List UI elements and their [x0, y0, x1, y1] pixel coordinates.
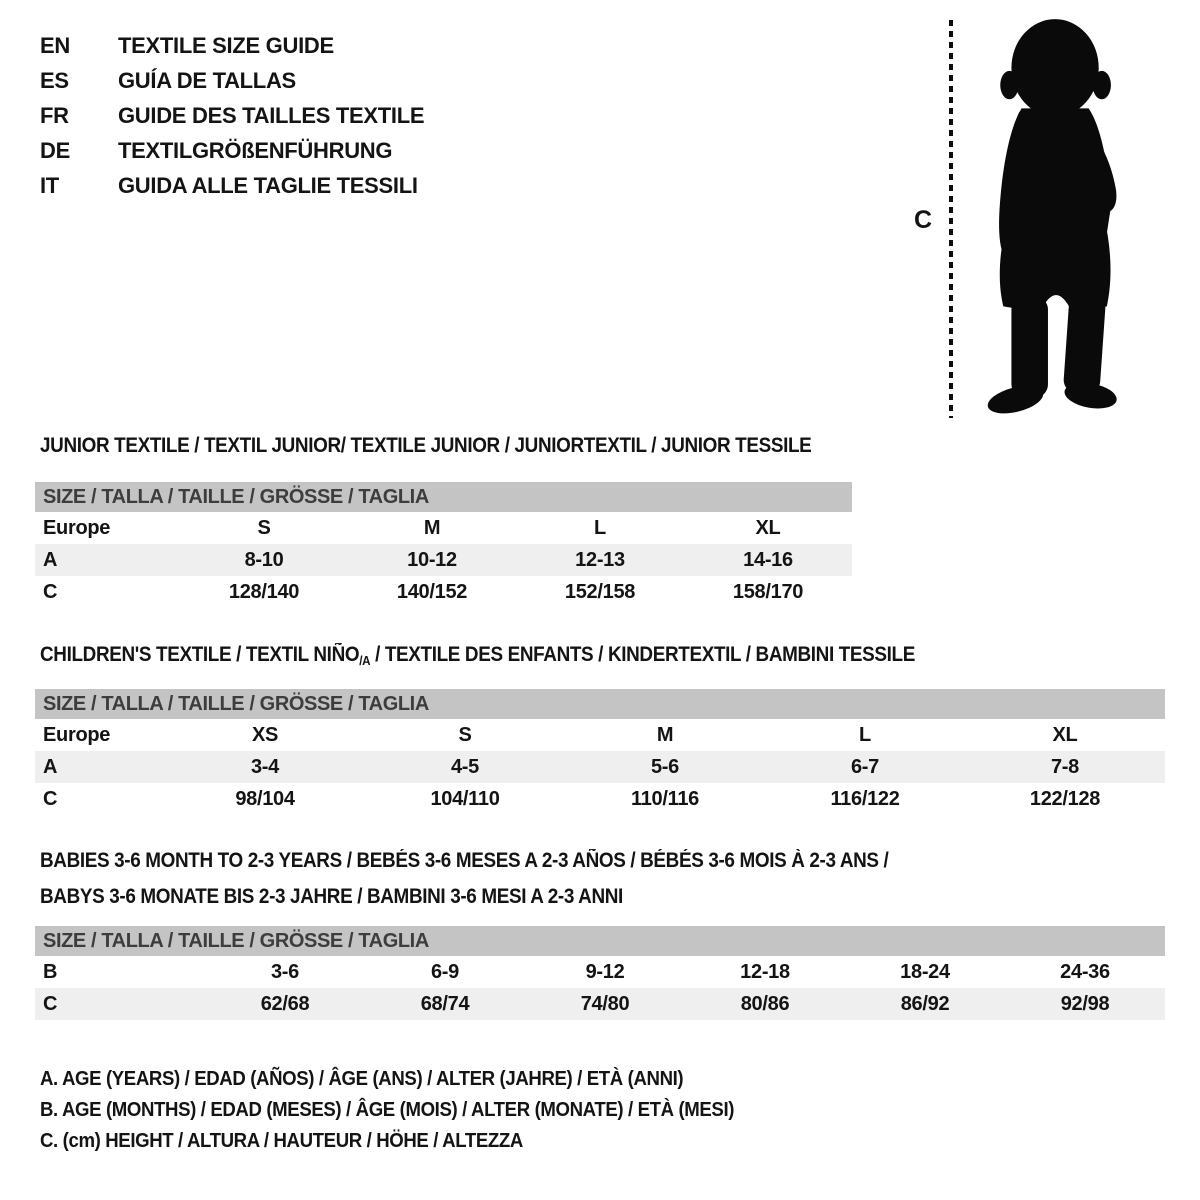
table-cell: 8-10: [244, 548, 284, 571]
table-cell: XL: [755, 516, 781, 539]
table-cell: 3-6: [270, 960, 299, 983]
table-cell: 10-12: [407, 548, 457, 571]
language-code: DE: [40, 137, 70, 163]
footnote-legend: [40, 1064, 786, 1157]
language-title-list: [40, 28, 424, 203]
table-cell: 110/116: [631, 787, 699, 810]
language-title: TEXTILGRÖßENFÜHRUNG: [118, 137, 393, 163]
table-cell: 14-16: [743, 548, 793, 571]
children-size-table: [35, 689, 1165, 815]
table-cell: 98/104: [235, 787, 295, 810]
table-cell: 6-9: [430, 960, 459, 983]
table-cell: 86/92: [900, 992, 950, 1015]
size-header-bar: SIZE / TALLA / TAILLE / GRÖSSE / TAGLIA: [35, 689, 1165, 719]
height-measure-dashed-line: [949, 20, 953, 418]
row-label: C: [43, 580, 58, 603]
row-label: Europe: [43, 723, 111, 746]
children-section-title: [40, 643, 915, 668]
height-measure-label: C: [914, 206, 933, 234]
table-cell: S: [458, 723, 472, 746]
table-row: [35, 512, 852, 544]
table-cell: 5-6: [650, 755, 679, 778]
language-row: [40, 28, 424, 63]
language-code: EN: [40, 32, 70, 58]
language-title: TEXTILE SIZE GUIDE: [118, 32, 334, 58]
size-header-bar: SIZE / TALLA / TAILLE / GRÖSSE / TAGLIA: [35, 482, 852, 512]
table-cell: 116/122: [830, 787, 900, 810]
language-row: [40, 133, 424, 168]
table-cell: 24-36: [1060, 960, 1110, 983]
language-code: ES: [40, 67, 69, 93]
table-cell: S: [257, 516, 271, 539]
table-row: [35, 988, 1165, 1020]
table-cell: L: [859, 723, 871, 746]
babies-title-line1: BABIES 3-6 MONTH TO 2-3 YEARS / BEBÉS 3-6 MESES A 2-3 AÑOS / BÉBÉS 3-6 MOIS À 2-3 ANS /: [40, 849, 889, 872]
row-label: Europe: [43, 516, 111, 539]
table-cell: 68/74: [420, 992, 470, 1015]
table-cell: 12-18: [740, 960, 790, 983]
table-cell: 140/152: [396, 580, 468, 603]
table-cell: L: [594, 516, 606, 539]
baby-silhouette: [958, 12, 1142, 418]
babies-size-table: [35, 926, 1165, 1020]
language-row: [40, 63, 424, 98]
row-label: C: [43, 992, 58, 1015]
table-cell: M: [423, 516, 441, 539]
table-cell: 74/80: [580, 992, 630, 1015]
table-cell: 12-13: [575, 548, 625, 571]
table-cell: 80/86: [740, 992, 790, 1015]
table-row: [35, 783, 1165, 815]
table-cell: M: [656, 723, 674, 746]
table-cell: XS: [251, 723, 279, 746]
babies-section-title: [40, 843, 888, 915]
table-row: [35, 544, 852, 576]
table-cell: 3-4: [250, 755, 279, 778]
table-row: [35, 719, 1165, 751]
table-cell: 7-8: [1050, 755, 1079, 778]
row-label: B: [43, 960, 58, 983]
table-cell: 104/110: [430, 787, 500, 810]
table-cell: 122/128: [1029, 787, 1101, 810]
table-cell: 152/158: [564, 580, 636, 603]
table-cell: 6-7: [850, 755, 879, 778]
junior-section-title: JUNIOR TEXTILE / TEXTIL JUNIOR/ TEXTILE JUNIOR / JUNIORTEXTIL / JUNIOR TESSILE: [40, 434, 812, 457]
table-row: [35, 956, 1165, 988]
footnote-line-c: C. (cm) HEIGHT / ALTURA / HAUTEUR / HÖHE / ALTEZZA: [40, 1130, 523, 1152]
table-cell: 62/68: [260, 992, 310, 1015]
row-label: A: [43, 548, 58, 571]
children-title-prefix: CHILDREN'S TEXTILE / TEXTIL NIÑO: [40, 643, 360, 666]
language-title: GUÍA DE TALLAS: [118, 67, 296, 93]
table-cell: 18-24: [900, 960, 950, 983]
row-label: C: [43, 787, 58, 810]
table-cell: 9-12: [585, 960, 625, 983]
children-title-subscript: /A: [359, 653, 371, 668]
language-code: FR: [40, 102, 69, 128]
table-cell: 92/98: [1060, 992, 1110, 1015]
table-cell: 128/140: [228, 580, 300, 603]
table-cell: XL: [1052, 723, 1078, 746]
language-row: [40, 168, 424, 203]
language-title: GUIDA ALLE TAGLIE TESSILI: [118, 172, 418, 198]
junior-size-table: [35, 482, 852, 608]
language-title: GUIDE DES TAILLES TEXTILE: [118, 102, 425, 128]
table-cell: 158/170: [732, 580, 804, 603]
row-label: A: [43, 755, 58, 778]
language-row: [40, 98, 424, 133]
table-row: [35, 576, 852, 608]
babies-title-line2: BABYS 3-6 MONATE BIS 2-3 JAHRE / BAMBINI 3-6 MESI A 2-3 ANNI: [40, 885, 623, 908]
table-row: [35, 751, 1165, 783]
size-header-bar: SIZE / TALLA / TAILLE / GRÖSSE / TAGLIA: [35, 926, 1165, 956]
children-title-suffix: / TEXTILE DES ENFANTS / KINDERTEXTIL / BAMBINI TESSILE: [370, 643, 915, 666]
table-cell: 4-5: [450, 755, 479, 778]
footnote-line-a: A. AGE (YEARS) / EDAD (AÑOS) / ÂGE (ANS) / ALTER (JAHRE) / ETÀ (ANNI): [40, 1068, 684, 1090]
language-code: IT: [40, 172, 59, 198]
footnote-line-b: B. AGE (MONTHS) / EDAD (MESES) / ÂGE (MOIS) / ALTER (MONATE) / ETÀ (MESI): [40, 1099, 735, 1121]
